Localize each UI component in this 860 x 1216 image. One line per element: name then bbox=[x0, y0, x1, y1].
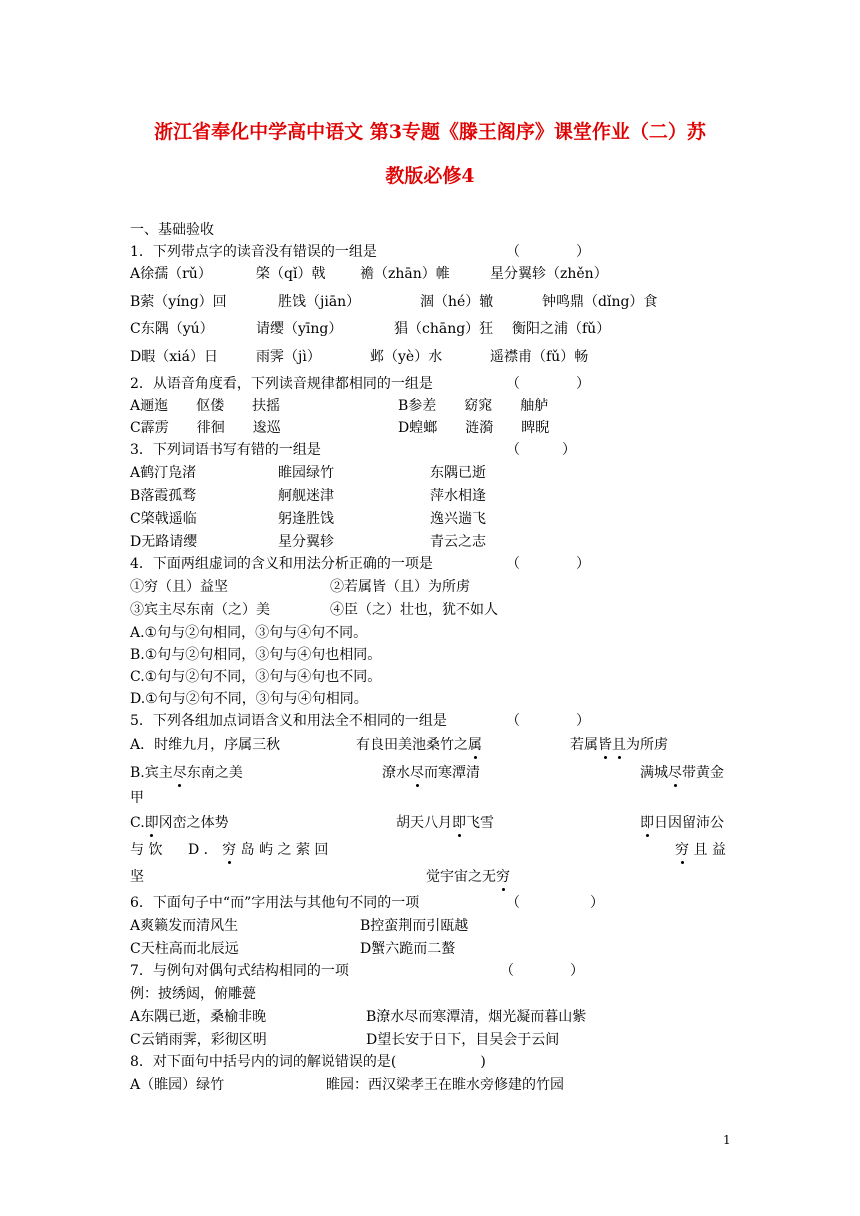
option-text: 请缨（yīng） bbox=[256, 321, 343, 337]
option-text: B.宾主 bbox=[130, 765, 173, 781]
option-text: A（睢园）绿竹 bbox=[130, 1077, 225, 1093]
option-text: 钟鸣鼎（dǐng）食 bbox=[542, 294, 658, 310]
option-text: C. bbox=[130, 815, 145, 831]
option-text: 睢园绿竹 bbox=[278, 465, 334, 481]
option-text: 涸（hé）辙 bbox=[420, 294, 494, 310]
dotted-word: 尽 bbox=[410, 765, 424, 781]
option-text: 东隅已逝 bbox=[430, 465, 486, 481]
document-title-line-2: 教版必修4 bbox=[385, 165, 475, 187]
question-4-stem: 4．下面两组虚词的含义和用法分析正确的一项是 bbox=[130, 556, 433, 572]
answer-parentheses: （ ） bbox=[506, 376, 590, 392]
option-text: D蟹六跪而二螯 bbox=[360, 941, 456, 957]
option-text: D无路请缨 bbox=[130, 534, 198, 550]
dotted-word: 尽 bbox=[172, 765, 187, 781]
option-text: C棨戟遥临 bbox=[130, 511, 197, 527]
answer-parentheses: （ ） bbox=[506, 442, 576, 458]
document-title-line-1: 浙江省奉化中学高中语文 第3专题《滕王阁序》课堂作业（二）苏 bbox=[154, 121, 706, 143]
answer-parentheses: （ ） bbox=[506, 244, 590, 260]
option-text: 东南之美 bbox=[186, 765, 243, 781]
option-text: 飞雪 bbox=[466, 815, 494, 831]
option-text: 萍水相逢 bbox=[430, 488, 486, 504]
option-text: D望长安于日下，目吴会于云间 bbox=[366, 1032, 560, 1048]
option-text: A东隅已逝，桑榆非晚 bbox=[130, 1009, 267, 1025]
answer-parentheses: （ ） bbox=[506, 713, 590, 729]
option-text: 潦水 bbox=[382, 765, 410, 781]
option-text: 睢园：西汉梁孝王在睢水旁修建的竹园 bbox=[326, 1077, 564, 1093]
option-text: 遥襟甫（fǔ）畅 bbox=[490, 349, 589, 365]
option-text: C霹雳 徘徊 逡巡 bbox=[130, 420, 281, 436]
option-text: 雨霁（jì） bbox=[256, 349, 321, 365]
question-1-stem: 1．下列带点字的读音没有错误的一组是 bbox=[130, 244, 377, 260]
option-text: C东隅（yú） bbox=[130, 321, 214, 337]
option-text: 坚 bbox=[130, 869, 144, 885]
option-text: 为所虏 bbox=[626, 737, 668, 753]
answer-parentheses: （ ） bbox=[506, 556, 590, 572]
question-5-option-b-wrap: 甲 bbox=[130, 790, 144, 806]
option-text: 邺（yè）水 bbox=[370, 349, 443, 365]
option-text: 躬逢胜饯 bbox=[278, 511, 334, 527]
sentence-text: ④臣（之）壮也，犹不如人 bbox=[330, 602, 498, 618]
option-text: 猖（chāng）狂 bbox=[394, 321, 494, 337]
option-text: 棨（qǐ）戟 bbox=[256, 266, 326, 282]
dotted-word: 穷 bbox=[675, 842, 689, 858]
question-3-stem: 3．下列词语书写有错的一组是 bbox=[130, 442, 321, 458]
option-text: B参差 窈窕 舳舻 bbox=[398, 398, 549, 414]
option-text: B萦（yíng）回 bbox=[130, 294, 227, 310]
dotted-word: 属 bbox=[468, 737, 482, 753]
option-text: 舸舰迷津 bbox=[278, 488, 334, 504]
option-text: D ． bbox=[188, 842, 218, 858]
question-2-stem: 2．从语音角度看，下列读音规律都相同的一组是 bbox=[130, 376, 433, 392]
sentence-text: ②若属皆（且）为所虏 bbox=[330, 579, 470, 595]
option-text: 若属 bbox=[570, 737, 598, 753]
question-5-stem: 5．下列各组加点词语含义和用法全不相同的一组是 bbox=[130, 713, 447, 729]
question-4-option-b: B.①句与②句相同，③句与④句也相同。 bbox=[130, 647, 382, 663]
dotted-word: 穷 bbox=[496, 869, 510, 885]
option-text: 而寒潭清 bbox=[424, 765, 480, 781]
option-text: 星分翼轸 bbox=[278, 534, 334, 550]
option-text: A爽籁发而清风生 bbox=[130, 918, 239, 934]
question-4-option-d: D.①句与②句不同，③句与④句相同。 bbox=[130, 691, 368, 707]
option-text: D蝗螂 涟漪 睥睨 bbox=[398, 420, 550, 436]
dotted-word: 且 bbox=[612, 737, 626, 753]
option-text: A逦迤 伛偻 扶摇 bbox=[130, 398, 281, 414]
option-text: A．时维九月，序属三秋 bbox=[130, 737, 281, 753]
option-text: 胡天八月 bbox=[396, 815, 452, 831]
dotted-word: 即 bbox=[144, 815, 159, 831]
question-6-stem: 6．下面句子中“而”字用法与其他句不同的一项 bbox=[130, 895, 420, 911]
option-text: C天柱高而北辰远 bbox=[130, 941, 239, 957]
question-8-option-a bbox=[130, 1076, 730, 1130]
option-text: B落霞孤骛 bbox=[130, 488, 197, 504]
option-text: 觉宇宙之无 bbox=[426, 869, 496, 885]
question-4-option-a: A.①句与②句相同，③句与④句不同。 bbox=[130, 625, 368, 641]
option-text: 日因留沛公 bbox=[654, 815, 724, 831]
dotted-word: 即 bbox=[640, 815, 654, 831]
dotted-word: 即 bbox=[452, 815, 466, 831]
option-text: 岛 屿 之 萦 回 bbox=[240, 842, 329, 858]
option-text: D暇（xiá）日 bbox=[130, 349, 218, 365]
dotted-word: 尽 bbox=[668, 765, 682, 781]
question-4-option-c: C.①句与②句不同，③句与④句也不同。 bbox=[130, 669, 382, 685]
option-text: 逸兴遄飞 bbox=[430, 511, 486, 527]
question-7-example: 例：披绣闼，俯雕甍 bbox=[130, 986, 256, 1002]
option-text: 冈峦之体势 bbox=[158, 815, 229, 831]
dotted-word: 穷 bbox=[222, 842, 237, 858]
option-text: 胜饯（jiān） bbox=[278, 294, 361, 310]
option-text: 有良田美池桑竹之 bbox=[356, 737, 468, 753]
option-text: A鹤汀凫渚 bbox=[130, 465, 197, 481]
answer-parentheses: （ ） bbox=[506, 895, 604, 911]
dotted-word: 皆 bbox=[598, 737, 612, 753]
option-text: B控蛮荆而引瓯越 bbox=[360, 918, 469, 934]
section-heading: 一、基础验收 bbox=[130, 222, 214, 238]
option-text: 衡阳之浦（fǔ） bbox=[512, 321, 611, 337]
option-text: 且 益 bbox=[693, 842, 726, 858]
option-text: 与 饮 bbox=[130, 842, 163, 858]
option-text: 襜（zhān）帷 bbox=[360, 266, 450, 282]
question-7-stem: 7．与例句对偶句式结构相同的一项 bbox=[130, 963, 349, 979]
option-text: A徐孺（rǔ） bbox=[130, 266, 212, 282]
page-number: 1 bbox=[723, 1133, 731, 1147]
option-text: 满城 bbox=[640, 765, 668, 781]
option-text: 青云之志 bbox=[430, 534, 486, 550]
sentence-text: ①穷（且）益坚 bbox=[130, 579, 228, 595]
option-text: 星分翼轸（zhěn） bbox=[490, 266, 608, 282]
question-8-stem: 8．对下面句中括号内的词的解说错误的是( ) bbox=[130, 1054, 486, 1070]
option-text: 带黄金 bbox=[682, 765, 724, 781]
answer-parentheses: （ ） bbox=[500, 963, 584, 979]
option-text: B潦水尽而寒潭清，烟光凝而暮山紫 bbox=[366, 1009, 587, 1025]
sentence-text: ③宾主尽东南（之）美 bbox=[130, 602, 270, 618]
option-text: C云销雨霁，彩彻区明 bbox=[130, 1032, 267, 1048]
